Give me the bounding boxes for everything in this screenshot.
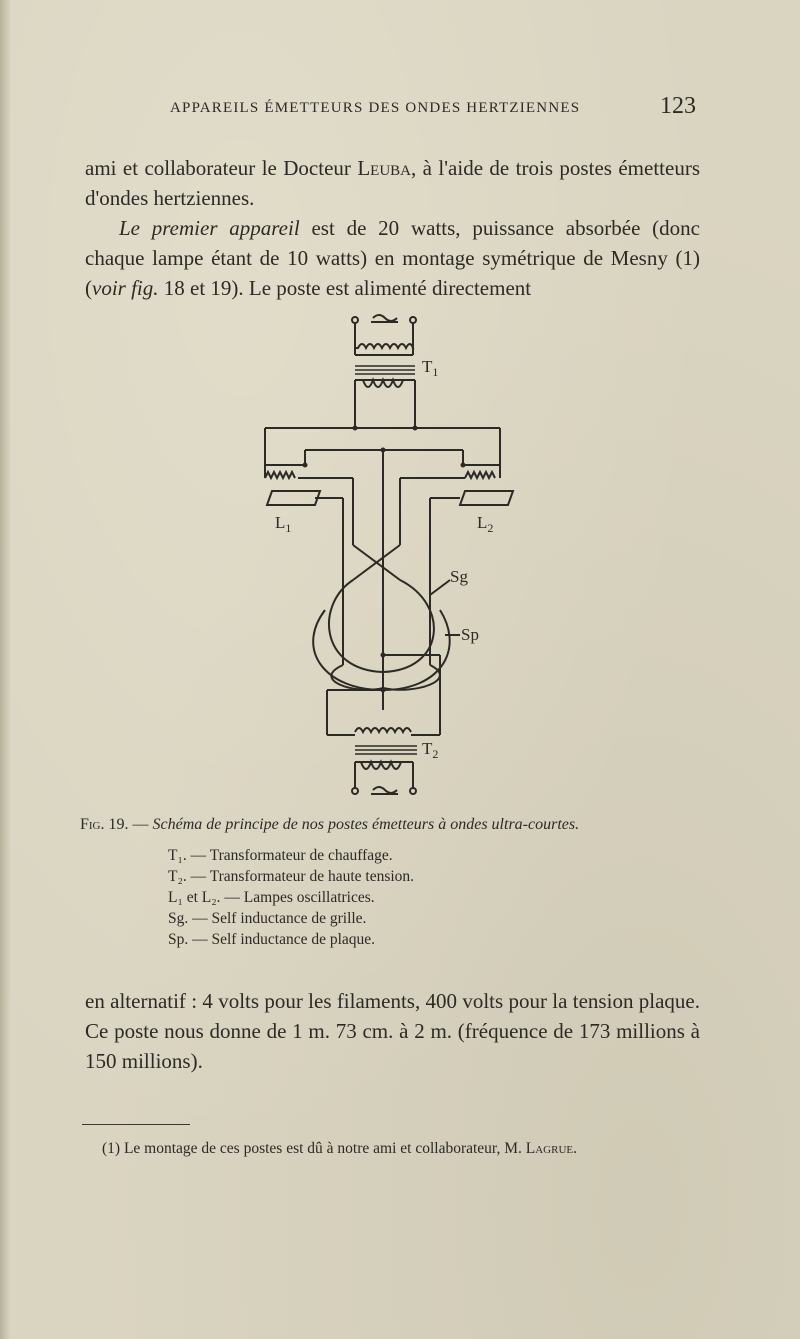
label-l2: $L_2$	[477, 513, 494, 535]
t1-secondary-coil	[363, 380, 403, 387]
page-number: 123	[660, 93, 696, 119]
figure-legend	[168, 845, 588, 950]
label-t2: $T_2$	[422, 739, 439, 761]
terminal-top-right	[410, 317, 416, 323]
caption-prefix: Fig. 19. —	[80, 816, 153, 833]
ac-source-symbol-top	[373, 315, 397, 321]
t1-primary-coil	[355, 344, 413, 348]
label-sp: Sp	[461, 625, 479, 644]
running-title: APPAREILS ÉMETTEURS DES ONDES HERTZIENNES	[170, 100, 581, 116]
lamp-l1-filament	[265, 472, 295, 478]
terminal-bottom-left	[352, 788, 358, 794]
paragraph-text-end: , à l'aide de trois postes émetteurs d'ondes hertziennes.	[85, 156, 700, 210]
label-l1: $L_1$	[275, 513, 292, 535]
paragraph-text-end: 18 et 19). Le poste est alimenté directement	[158, 276, 532, 300]
circuit-diagram	[255, 310, 545, 800]
legend-item-l1-l2: L₁ et L₂. — Lampes oscillatrices.	[168, 889, 375, 906]
lamp-l1-grid	[267, 491, 320, 505]
legend-item-t2: T₂. — Transformateur de haute tension.	[168, 868, 415, 885]
terminal-top-left	[352, 317, 358, 323]
paragraph-continuation: en alternatif : 4 volts pour les filaments, 400 volts pour la tension plaque. Ce poste nous donne de 1 m. 73 cm. à 2 m. (fréquence de 173 millions à 150 millions).	[85, 989, 700, 1073]
legend-item-sp: Sp. — Self inductance de plaque.	[168, 931, 376, 948]
terminal-bottom-right	[410, 788, 416, 794]
ac-source-symbol-bottom	[373, 787, 397, 793]
footnote-text: (1) Le montage de ces postes est dû à notre ami et collaborateur, M.	[102, 1140, 526, 1157]
italic-lead: Le premier appareil	[119, 216, 300, 240]
t2-secondary-coil	[361, 762, 401, 769]
page-gutter	[0, 0, 10, 1339]
footnote	[82, 1138, 700, 1160]
caption-text: Schéma de principe de nos postes émetteurs à ondes ultra-courtes.	[152, 816, 580, 833]
legend-item-t1: T₁. — Transformateur de chauffage.	[168, 847, 393, 864]
footnote-name: Lagrue	[525, 1140, 574, 1157]
figure-reference: voir fig.	[92, 276, 159, 300]
label-t1: $T_1$	[422, 357, 439, 379]
paragraph-text: est de 20 watts, puissance absorbée (donc chaque lampe étant de 10 watts) en montage symétrique de Mesny (1) (	[85, 216, 700, 300]
t2-primary-coil	[355, 728, 411, 732]
figure-caption	[80, 815, 720, 835]
paragraph-text: ami et collaborateur le Docteur	[85, 156, 358, 180]
footnote-end: .	[573, 1140, 577, 1157]
lamp-l2-grid	[460, 491, 513, 505]
doctor-name: Leuba	[357, 156, 411, 180]
legend-item-sg: Sg. — Self inductance de grille.	[168, 910, 367, 927]
grid-self-inductance	[329, 580, 434, 672]
label-sg: Sg	[450, 567, 468, 586]
paragraph-intro	[85, 153, 700, 213]
paragraph-first-device	[85, 213, 700, 303]
footnote-divider	[82, 1124, 190, 1125]
lamp-l2-filament	[465, 472, 495, 478]
